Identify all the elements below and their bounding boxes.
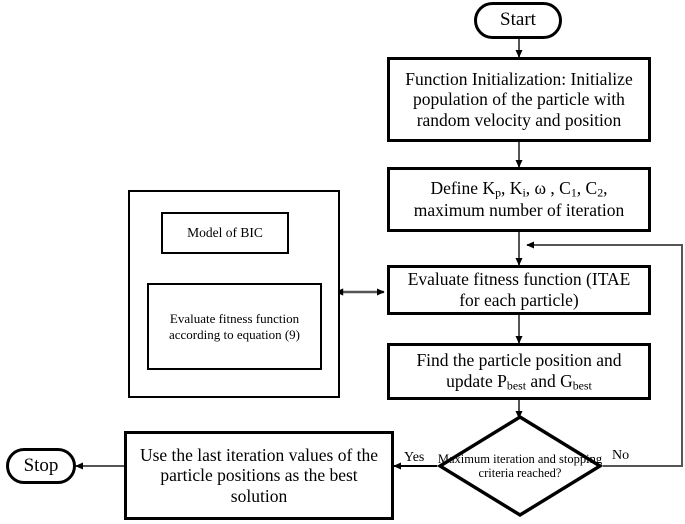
node-start-label: Start: [500, 9, 536, 31]
node-evaluate-fitness-itae[interactable]: [387, 265, 651, 315]
edge-label-yes: Yes: [404, 450, 425, 465]
node-evaluate-fitness-equation[interactable]: [147, 283, 322, 370]
node-function-initialization-label: Function Initialization: Initialize population of the particle with random velocity and position: [405, 68, 633, 130]
node-use-last-iteration-values-label: Use the last iteration values of the particle positions as the best solution: [139, 444, 379, 506]
node-find-particle-position-label: Find the particle position and update $P_{best}$ and $G_{best}$: [416, 350, 622, 393]
node-decision-stopping-criteria[interactable]: [437, 414, 603, 518]
decision-shape: [437, 414, 603, 518]
node-decision-label: Maximum iteration and stopping criteria reached?: [437, 451, 603, 480]
node-evaluate-fitness-itae-label: Evaluate fitness function (ITAE for each particle): [407, 269, 631, 310]
node-stop[interactable]: [6, 448, 76, 484]
edge-label-no: No: [612, 448, 630, 463]
node-find-particle-position[interactable]: [387, 343, 651, 400]
node-evaluate-fitness-equation-label: Evaluate fitness function according to equation (9): [168, 311, 301, 342]
node-model-of-bic-label: Model of BIC: [187, 225, 263, 241]
node-stop-label: Stop: [23, 454, 59, 476]
node-model-of-bic[interactable]: [161, 212, 289, 254]
node-use-last-iteration-values[interactable]: [124, 431, 394, 520]
node-start[interactable]: [474, 2, 562, 39]
node-define-parameters[interactable]: [387, 167, 651, 232]
node-define-parameters-label: Define $K_p$, $K_i$, ω , $C_1$, $C_2$, maximum number of iteration: [413, 178, 625, 220]
node-function-initialization[interactable]: [387, 57, 651, 142]
